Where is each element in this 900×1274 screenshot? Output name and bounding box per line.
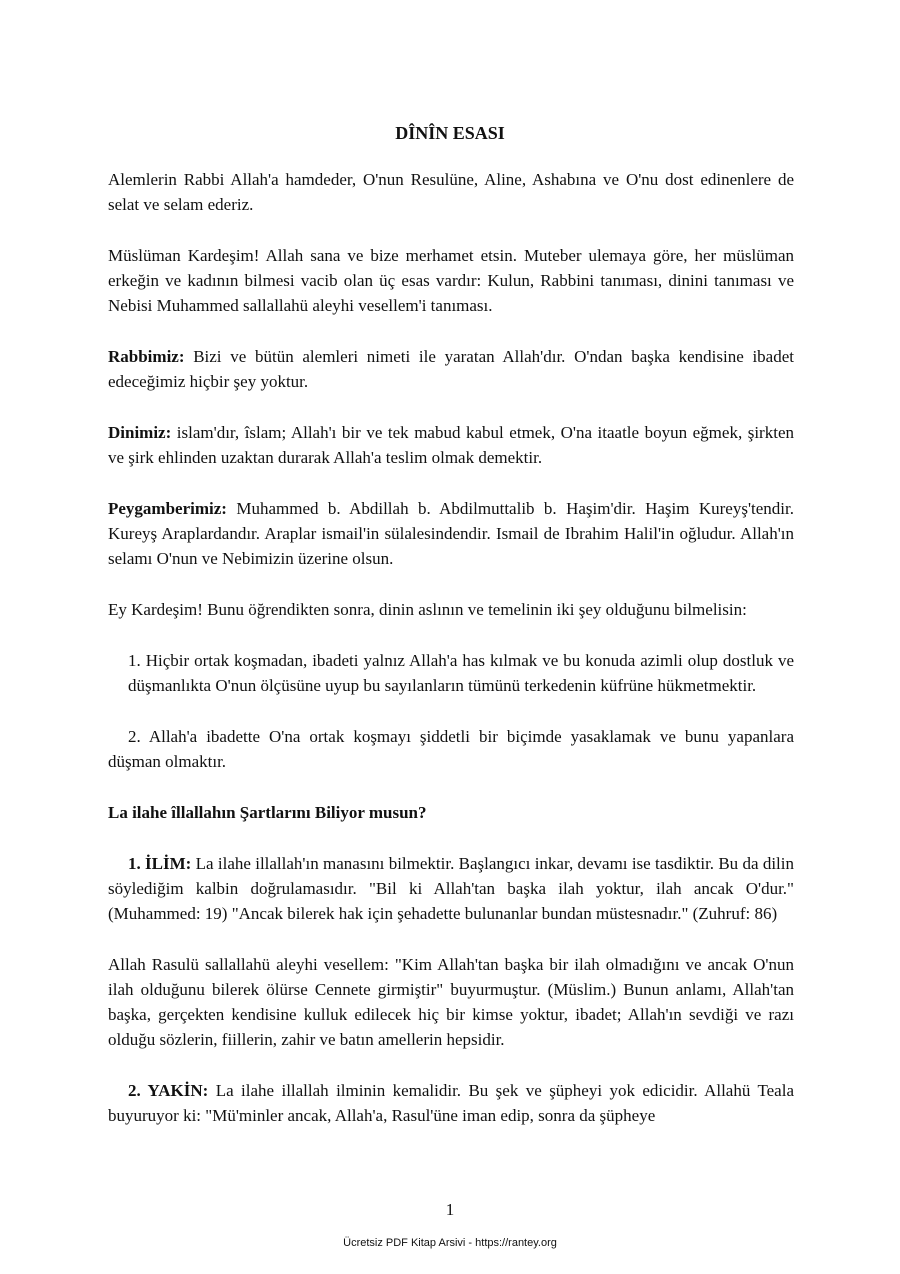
paragraph-yakin [108, 1078, 794, 1128]
paragraph-hadis: Allah Rasulü sallallahü aleyhi vesellem: "Kim Allah'tan başka bir ilah olmadığını ve ancak O'nun ilah olduğunu bilerek ölürse Cennete girmiştir" buyurmuştur. (Müslim.) Bunun anlamı, Allah'tan başka, gerçekten kendisine kulluk edilecek hiç bir kimse yoktur, ibadet; Allah'ın sevdiği ve razı olduğu sözlerin, fiillerin, zahir ve batın amellerin hepsidir. [108, 955, 794, 1049]
text-rabbimiz: Bizi ve bütün alemleri nimeti ile yaratan Allah'dır. O'ndan başka kendisine ibadet edeceğimiz hiçbir şey yoktur. [108, 347, 794, 391]
section-heading-text: La ilahe îllallahın Şartlarını Biliyor musun? [108, 803, 427, 822]
label-rabbimiz: Rabbimiz: [108, 347, 185, 366]
text-peygamberimiz: Muhammed b. Abdillah b. Abdilmuttalib b. Haşim'dir. Haşim Kureyş'tendir. Kureyş Araplardandır. Araplar ismail'in sülalesindendir. Ismail de Ibrahim Halil'in oğludur. Allah'ın selamı O'nun ve Nebimizin üzerine olsun. [108, 499, 794, 568]
label-dinimiz: Dinimiz: [108, 423, 172, 442]
label-peygamberimiz: Peygamberimiz: [108, 499, 227, 518]
text-yakin: La ilahe illallah ilminin kemalidir. Bu şek ve şüpheyi yok edicidir. Allahü Teala buyuruyor ki: "Mü'minler ancak, Allah'a, Rasul'üne iman edip, sonra da şüpheye [108, 1081, 794, 1125]
footer-text: Ücretsiz PDF Kitap Arsivi - https://rantey.org [343, 1237, 557, 1249]
paragraph-kardesim: Müslüman Kardeşim! Allah sana ve bize merhamet etsin. Muteber ulemaya göre, her müslüman erkeğin ve kadının bilmesi vacib olan üç esas vardır: Kulun, Rabbini tanıması, dinini tanıması ve Nebisi Muhammed sallallahü aleyhi vesellem'i tanıması. [108, 246, 794, 315]
page-title: DÎNÎN ESASI [395, 123, 505, 143]
paragraph-rabbimiz [108, 344, 794, 394]
text-ilim: La ilahe illallah'ın manasını bilmektir. Başlangıcı inkar, devamı ise tasdiktir. Bu da dilin söylediğim kalbin doğrulamasıdır. "Bil ki Allah'tan başka ilah yoktur, ilah ancak O'dur."(Muhammed: 19) "Ancak bilerek hak için şehadette bulunanlar bundan müstesnadır." (Zuhruf: 86) [108, 854, 795, 923]
label-ilim: 1. İLİM: [128, 854, 192, 873]
paragraph-ey-kardesim: Ey Kardeşim! Bunu öğrendikten sonra, dinin aslının ve temelinin iki şey olduğunu bilmelisin: [108, 600, 747, 619]
list-item-2: 2. Allah'a ibadette O'na ortak koşmayı şiddetli bir biçimde yasaklamak ve bunu yapanlara düşman olmaktır. [108, 727, 794, 771]
paragraph-peygamberimiz [108, 496, 794, 571]
paragraph-dinimiz [108, 420, 794, 470]
section-heading [108, 800, 794, 825]
label-yakin: 2. YAKİN: [128, 1081, 209, 1100]
intro-paragraph: Alemlerin Rabbi Allah'a hamdeder, O'nun Resulüne, Aline, Ashabına ve O'nu dost edinenlere de selat ve selam ederiz. [108, 170, 794, 214]
document-body [108, 167, 794, 1128]
list-item-1: 1. Hiçbir ortak koşmadan, ibadeti yalnız Allah'a has kılmak ve bu konuda azimli olup dostluk ve düşmanlıkta O'nun ölçüsüne uyup bu sayılanların tümünü terkedenin küfrüne hükmetmektir. [128, 651, 794, 695]
text-dinimiz: islam'dır, îslam; Allah'ı bir ve tek mabud kabul etmek, O'na itaatle boyun eğmek, şirkten ve şirk ehlinden uzaktan durarak Allah'a teslim olmak demektir. [108, 423, 794, 467]
page-number: 1 [445, 1200, 455, 1219]
paragraph-ilim [108, 851, 794, 926]
